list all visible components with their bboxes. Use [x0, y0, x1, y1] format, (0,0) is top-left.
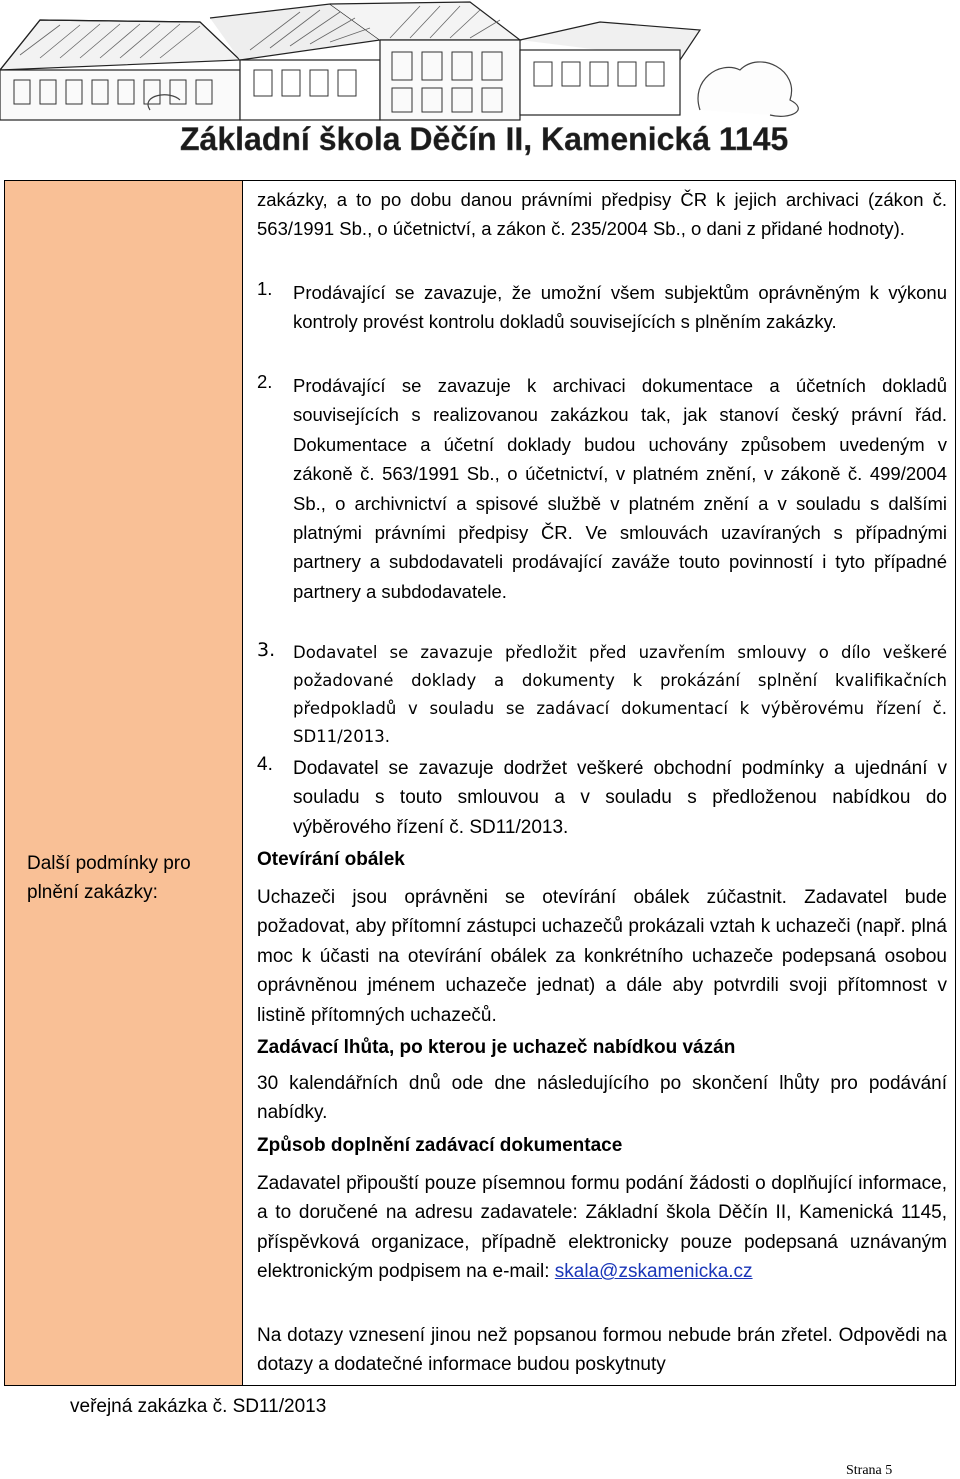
- section-text-supplement: [257, 1169, 947, 1287]
- section-text-questions: Na dotazy vznesení jinou než popsanou formou nebude brán zřetel. Odpovědi na dotazy a dodatečné informace budou poskytnuty: [257, 1325, 947, 1376]
- list-item-number: 2.: [257, 371, 273, 392]
- list-item: [257, 371, 947, 606]
- page-number: Strana 5: [846, 1463, 893, 1478]
- list-item-number: 4.: [257, 754, 273, 775]
- list-item: [257, 278, 947, 337]
- email-link[interactable]: skala@zskamenicka.cz: [554, 1261, 753, 1283]
- tender-id: veřejná zakázka č. SD11/2013: [70, 1396, 327, 1417]
- list-item-number: 3.: [257, 639, 276, 661]
- list-item-text: Dodavatel se zavazuje dodržet veškeré obchodní podmínky a ujednání v souladu s touto smlouvou a v souladu s předloženou nabídkou do výběrového řízení č. SD11/2013.: [293, 758, 947, 838]
- list-item-text: Prodávající se zavazuje k archivaci dokumentace a účetních dokladů souvisejících s realizovanou zakázkou tak, jak stanoví český právní řád. Dokumentace a účetní doklady budou uchovány způsobem uvedeným v zákoně č. 563/1991 Sb., o účetnictví, v platném znění, v zákoně č. 499/2004 Sb., o archivnictví a spisové službě v platném znění a v souladu s dalšími platnými právními předpisy ČR. Ve smlouvách uzavíraných s případnými partnery a subdodavateli prodávající zaváže touto povinností i tyto případné partnery a subdodavatele.: [293, 375, 947, 602]
- label-cell: [5, 181, 243, 1385]
- intro-paragraph: zakázky, a to po dobu danou právními předpisy ČR k jejich archivaci (zákon č. 563/1991 Sb., o účetnictví, a zákon č. 235/2004 Sb., o dani z přidané hodnoty).: [257, 189, 947, 240]
- section-text-binding: 30 kalendářních dnů ode dne následujícího po skončení lhůty pro podávání nabídky.: [257, 1073, 947, 1124]
- conditions-table: [4, 180, 956, 1386]
- school-building-sketch: [0, 0, 960, 180]
- supplement-text: Zadavatel připouští pouze písemnou formu podání žádosti o doplňující informace, a to doručené na adresu zadavatele: Základní škola Děčín II, Kamenická 1145, příspěvková organizace, případně elektronicky pouze podepsaná uznávaným elektronickým podpisem na e-mail:: [257, 1173, 947, 1283]
- section-title-opening: Otevírání obálek: [257, 849, 405, 870]
- list-item-text: Prodávající se zavazuje, že umožní všem subjektům oprávněným k výkonu kontroly provést kontrolu dokladů souvisejících s plněním zakázky.: [293, 282, 947, 333]
- label-additional-conditions: Další podmínky pro plnění zakázky:: [27, 853, 191, 903]
- list-item: [257, 639, 947, 751]
- page-header: [0, 0, 960, 180]
- list-item-text: Dodavatel se zavazuje předložit před uzavřením smlouvy o dílo veškeré požadované doklady a dokumenty k prokázání splnění kvalifikačních předpokladů v souladu se zadávací dokumentací k výběrovému řízení č. SD11/2013.: [293, 643, 947, 746]
- section-title-supplement: Způsob doplnění zadávací dokumentace: [257, 1135, 623, 1156]
- section-title-binding: Zadávací lhůta, po kterou je uchazeč nabídkou vázán: [257, 1037, 736, 1058]
- school-name: Základní škola Děčín II, Kamenická 1145: [180, 121, 789, 157]
- list-item: [257, 754, 947, 842]
- list-item-number: 1.: [257, 278, 273, 299]
- section-text-opening: Uchazeči jsou oprávněni se otevírání obálek zúčastnit. Zadavatel bude požadovat, aby přítomní zástupci uchazečů prokázali vztah k uchazeči (např. plná moc k účasti na otevírání obálek za konkrétního uchazeče podepsaná osobou oprávněnou jménem uchazeče jednat) a dále aby potvrdili svoji přítomnost v listině přítomných uchazečů.: [257, 887, 947, 1026]
- content-cell: [251, 181, 951, 1385]
